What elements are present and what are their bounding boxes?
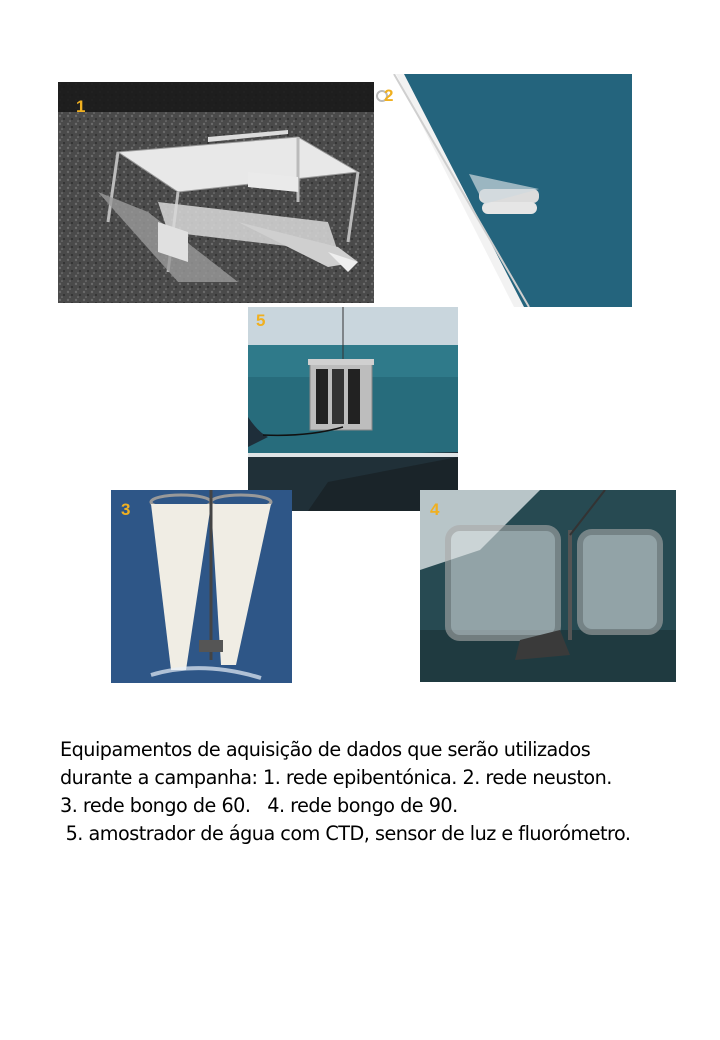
caption-line-4: 5. amostrador de água com CTD, sensor de luz e fluorómetro. — [60, 822, 631, 845]
photo-epibenthic-net — [58, 82, 376, 303]
photo-neuston-net — [374, 74, 632, 307]
photo-label-5: 5 — [256, 311, 266, 330]
caption-line-3: 3. rede bongo de 60. 4. rede bongo de 90. — [60, 794, 458, 817]
photo-label-1: 1 — [76, 97, 86, 116]
figure-caption — [60, 736, 700, 848]
photo-ctd-water-sampler — [248, 307, 458, 511]
photo-label-4: 4 — [430, 500, 440, 519]
caption-line-2: durante a campanha: 1. rede epibentónica. 2. rede neuston. — [60, 766, 612, 789]
photo-label-3: 3 — [121, 500, 131, 519]
photo-label-2: 2 — [384, 86, 394, 105]
caption-line-1: Equipamentos de aquisição de dados que serão utilizados — [60, 738, 591, 761]
photo-bongo-net-60 — [111, 490, 292, 683]
photo-bongo-net-90 — [420, 490, 676, 682]
